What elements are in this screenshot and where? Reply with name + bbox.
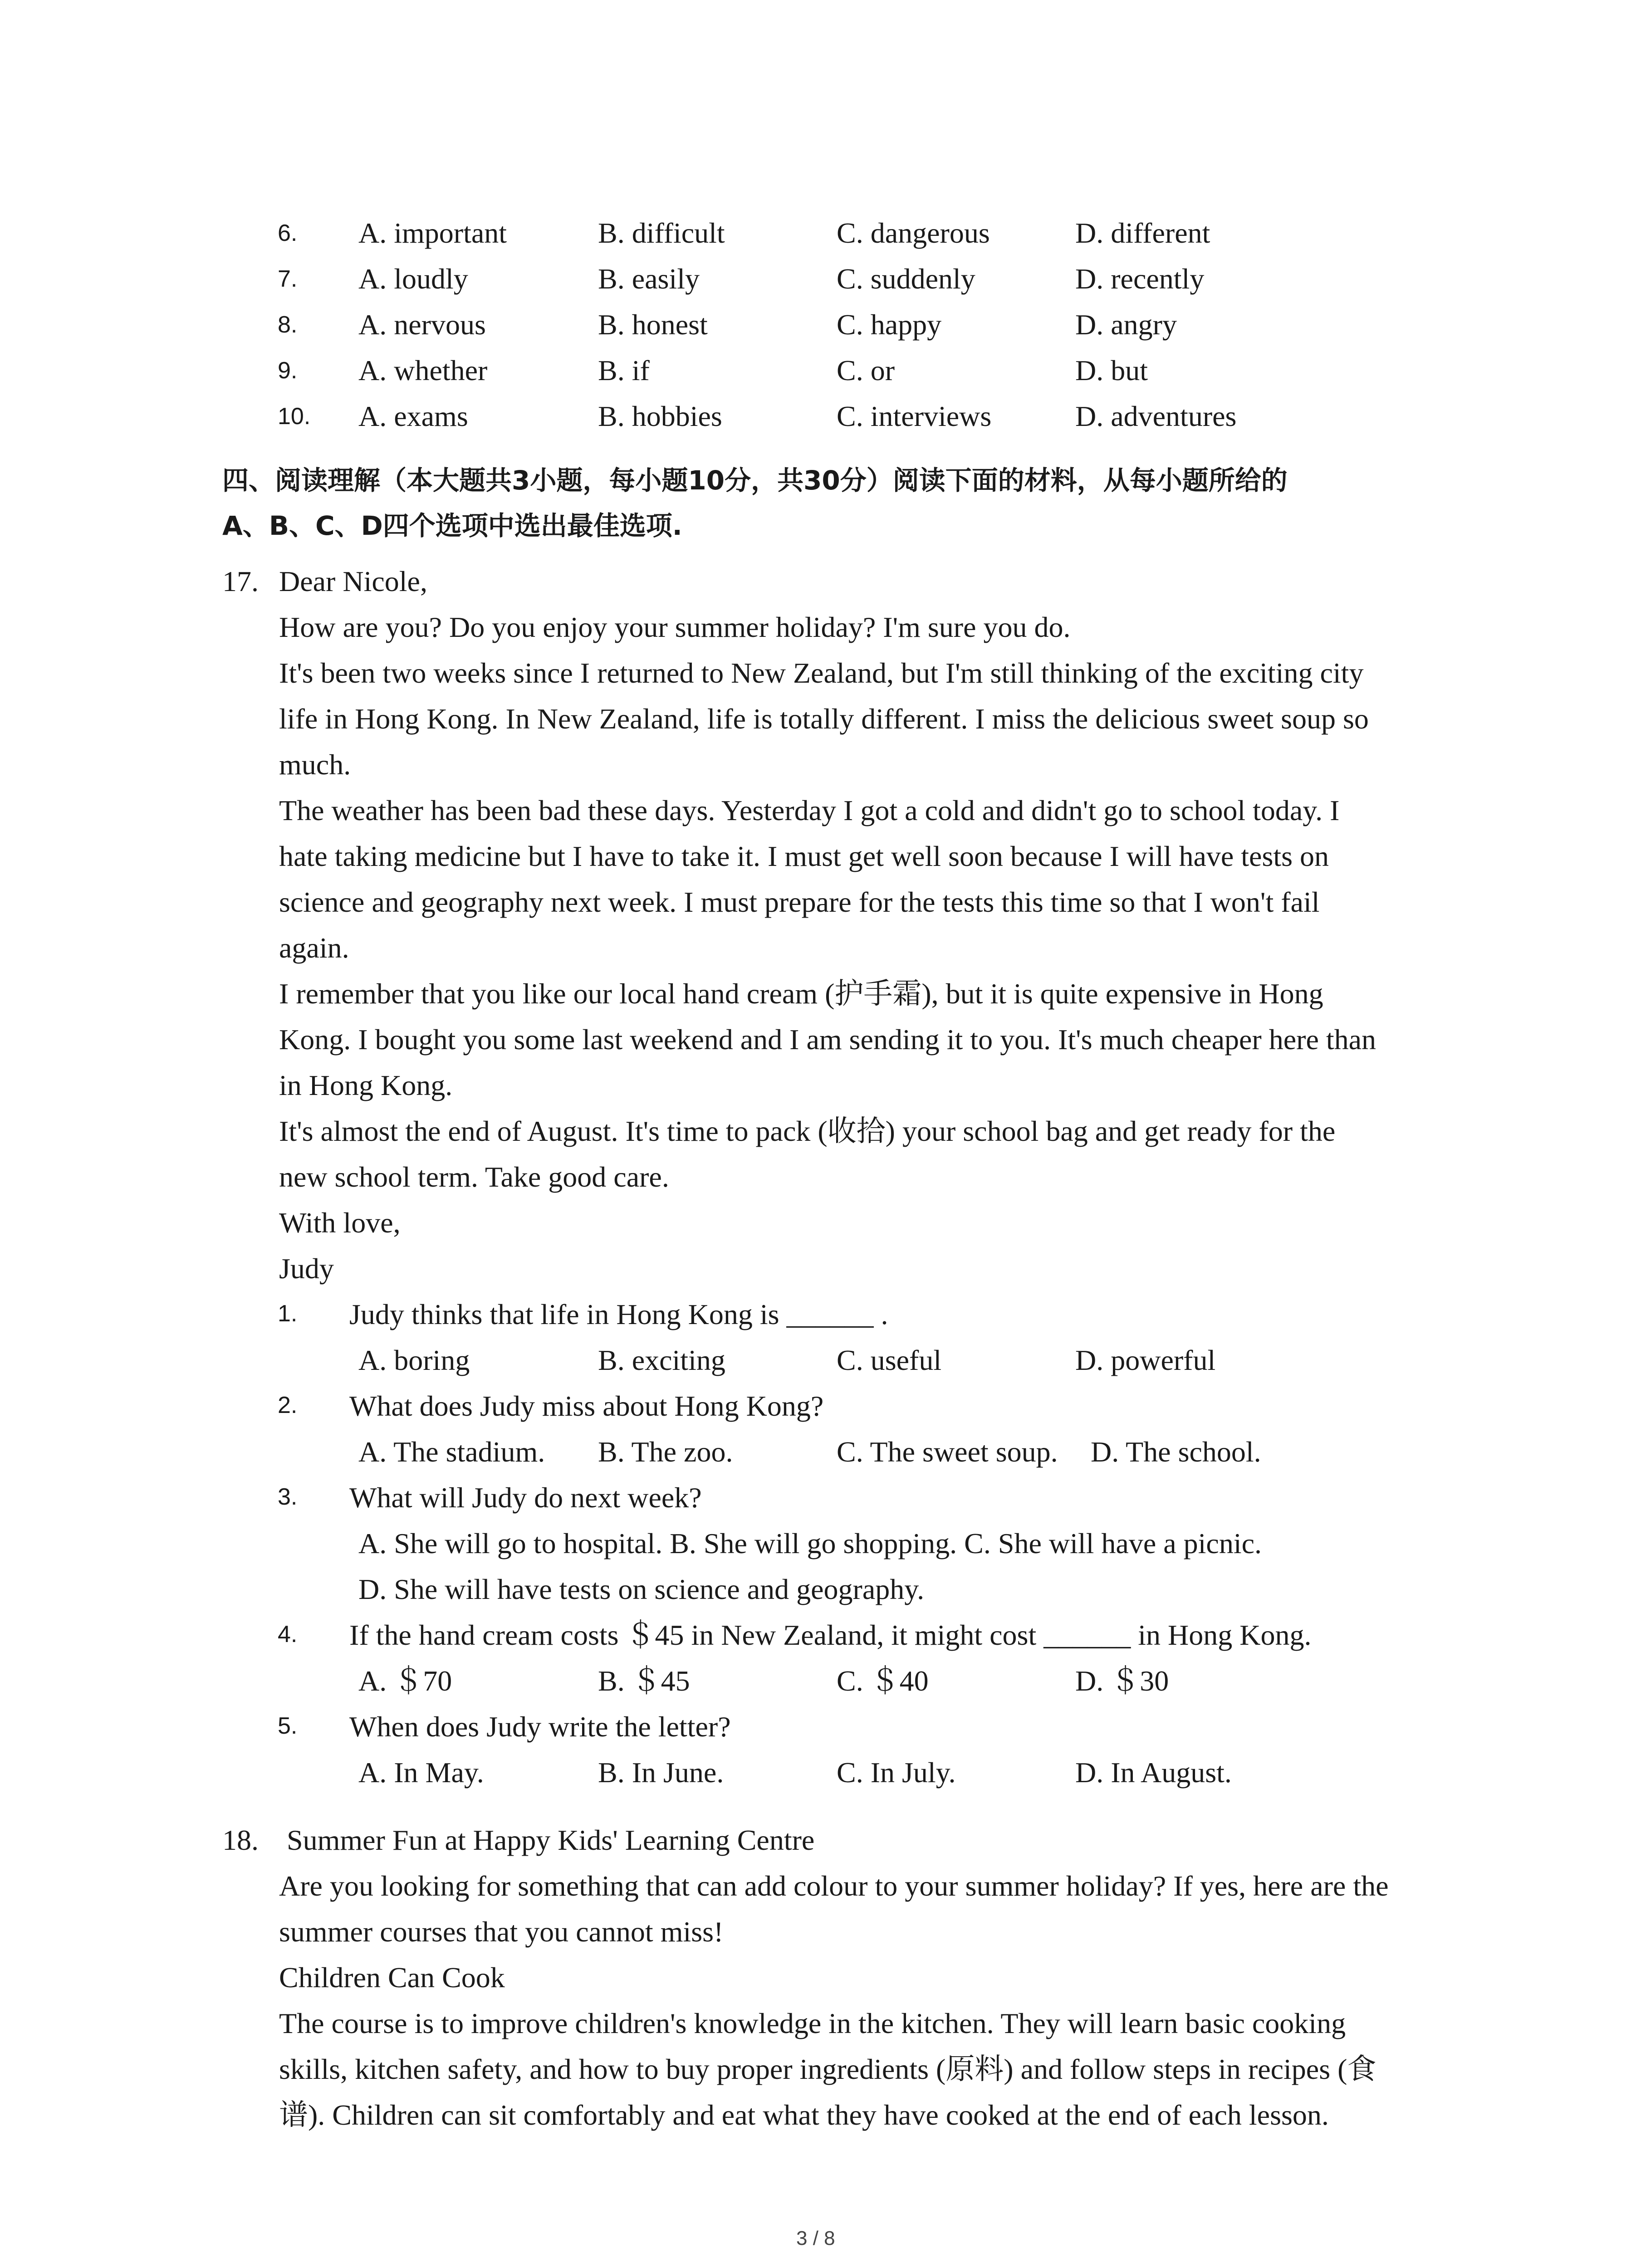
- question-stem: What will Judy do next week?: [349, 1481, 702, 1514]
- letter-line: How are you? Do you enjoy your summer holiday? I'm sure you do.: [279, 611, 1071, 643]
- option-number: 10.: [278, 403, 311, 430]
- question-number: 1.: [278, 1300, 298, 1327]
- question-number: 17.: [222, 565, 259, 597]
- passage-line: The course is to improve children's knowledge in the kitchen. They will learn basic cooking: [279, 2007, 1346, 2039]
- option-a: A. In May.: [358, 1756, 484, 1789]
- letter-line: hate taking medicine but I have to take it. I must get well soon because I will have tests on: [279, 840, 1329, 872]
- section-heading-line2: A、B、C、D四个选项中选出最佳选项.: [222, 510, 682, 541]
- option-d: D. In August.: [1075, 1756, 1232, 1789]
- letter-line: Kong. I bought you some last weekend and I am sending it to you. It's much cheaper here than: [279, 1023, 1376, 1056]
- question-number: 4.: [278, 1621, 298, 1647]
- option-d: D. but: [1075, 354, 1148, 386]
- letter-line: I remember that you like our local hand cream (护手霜), but it is quite expensive in Hong: [279, 978, 1323, 1010]
- option-c: C. The sweet soup.: [837, 1436, 1058, 1468]
- option-d: D. recently: [1075, 263, 1205, 295]
- question-number: 2.: [278, 1392, 298, 1418]
- passage-line: 谱). Children can sit comfortably and eat what they have cooked at the end of each lesson.: [279, 2099, 1329, 2131]
- letter-closing: With love,: [279, 1207, 401, 1239]
- letter-line: much.: [279, 748, 351, 781]
- option-d: D. adventures: [1075, 400, 1237, 432]
- option-c: C. ＄40: [837, 1665, 929, 1697]
- letter-line: science and geography next week. I must prepare for the tests this time so that I won't fail: [279, 886, 1320, 918]
- passage-title: Summer Fun at Happy Kids' Learning Centre: [287, 1824, 815, 1856]
- course-title: Children Can Cook: [279, 1961, 505, 1994]
- option-a: A. ＄70: [358, 1665, 452, 1697]
- option-d: D. different: [1075, 217, 1210, 249]
- option-b: B. ＄45: [598, 1665, 690, 1697]
- question-stem: When does Judy write the letter?: [349, 1711, 731, 1743]
- question-number: 18.: [222, 1824, 259, 1856]
- option-a: A. exams: [358, 400, 468, 432]
- passage-line: summer courses that you cannot miss!: [279, 1916, 724, 1948]
- option-b: B. difficult: [598, 217, 725, 249]
- option-b: B. honest: [598, 308, 708, 341]
- passage-line: Are you looking for something that can add colour to your summer holiday? If yes, here are the: [279, 1870, 1389, 1902]
- section-heading-line1: 四、阅读理解（本大题共3小题，每小题10分，共30分）阅读下面的材料，从每小题所给的: [222, 465, 1288, 496]
- letter-line: new school term. Take good care.: [279, 1161, 669, 1193]
- letter-greeting: Dear Nicole,: [279, 565, 427, 597]
- letter-line: It's almost the end of August. It's time to pack (收拾) your school bag and get ready for the: [279, 1115, 1336, 1147]
- question-number: 5.: [278, 1713, 298, 1739]
- option-c: C. happy: [837, 308, 942, 341]
- option-a: A. loudly: [358, 263, 468, 295]
- question-number: 3.: [278, 1484, 298, 1510]
- option-d: D. She will have tests on science and geography.: [358, 1573, 925, 1605]
- letter-line: The weather has been bad these days. Yesterday I got a cold and didn't go to school today. I: [279, 794, 1340, 826]
- option-b: B. if: [598, 354, 650, 386]
- option-number: 7.: [278, 266, 298, 292]
- letter-line: in Hong Kong.: [279, 1069, 453, 1101]
- option-c: C. interviews: [837, 400, 992, 432]
- option-d: D. ＄30: [1075, 1665, 1169, 1697]
- letter-line: life in Hong Kong. In New Zealand, life is totally different. I miss the delicious sweet soup so: [279, 703, 1369, 735]
- option-a: A. nervous: [358, 308, 486, 341]
- option-number: 8.: [278, 312, 298, 338]
- letter-line: It's been two weeks since I returned to New Zealand, but I'm still thinking of the exciting city: [279, 657, 1364, 689]
- option-c: C. or: [837, 354, 895, 386]
- option-b: B. easily: [598, 263, 700, 295]
- letter-signature: Judy: [279, 1252, 334, 1285]
- question-stem: If the hand cream costs ＄45 in New Zealand, it might cost ______ in Hong Kong.: [349, 1619, 1312, 1651]
- option-d: D. powerful: [1075, 1344, 1216, 1376]
- question-stem: What does Judy miss about Hong Kong?: [349, 1390, 824, 1422]
- option-d: D. angry: [1075, 308, 1177, 341]
- option-a: A. The stadium.: [358, 1436, 545, 1468]
- page-number: 3 / 8: [796, 2227, 835, 2249]
- option-b: B. exciting: [598, 1344, 725, 1376]
- passage-line: skills, kitchen safety, and how to buy proper ingredients (原料) and follow steps in recipes (食: [279, 2053, 1376, 2085]
- option-c: C. dangerous: [837, 217, 990, 249]
- options-line: A. She will go to hospital. B. She will go shopping. C. She will have a picnic.: [358, 1527, 1262, 1559]
- option-c: C. In July.: [837, 1756, 956, 1789]
- option-d: D. The school.: [1091, 1436, 1261, 1468]
- option-a: A. whether: [358, 354, 488, 386]
- option-b: B. The zoo.: [598, 1436, 733, 1468]
- option-b: B. hobbies: [598, 400, 722, 432]
- option-a: A. boring: [358, 1344, 470, 1376]
- option-number: 9.: [278, 357, 298, 384]
- option-a: A. important: [358, 217, 507, 249]
- option-c: C. useful: [837, 1344, 942, 1376]
- option-c: C. suddenly: [837, 263, 975, 295]
- option-number: 6.: [278, 220, 298, 246]
- question-stem: Judy thinks that life in Hong Kong is ______ .: [349, 1298, 888, 1330]
- option-b: B. In June.: [598, 1756, 724, 1789]
- letter-line: again.: [279, 932, 349, 964]
